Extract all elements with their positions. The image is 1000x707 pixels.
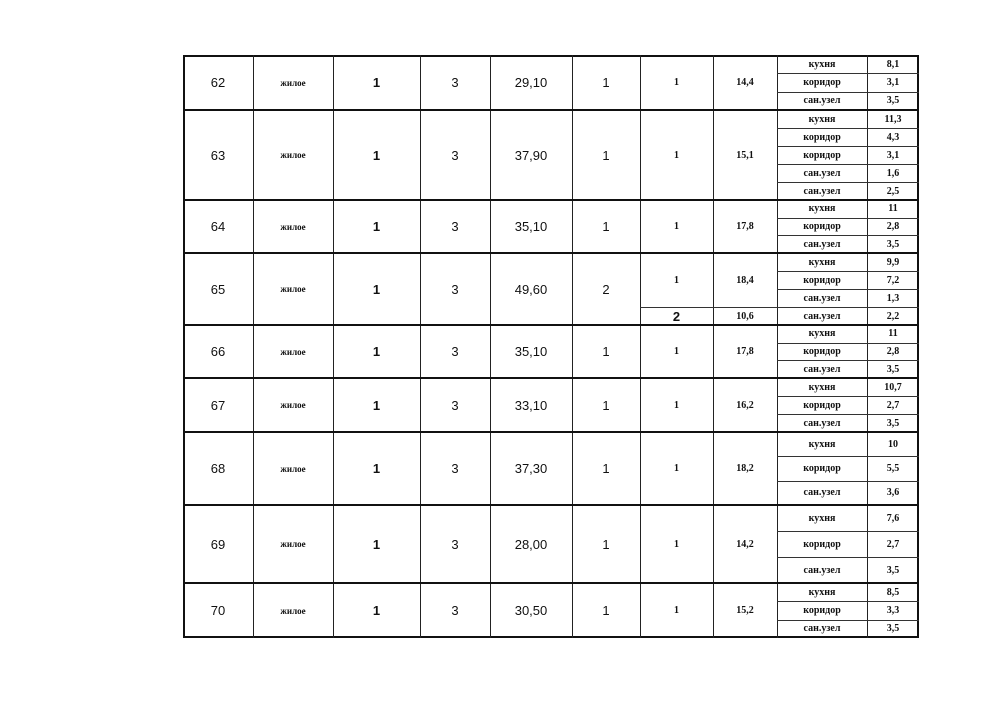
aux-room-area: 7,2 — [886, 274, 900, 286]
premises-type: жилое — [280, 463, 306, 474]
total-area: 33,10 — [514, 397, 548, 413]
aux-room-name: коридор — [803, 131, 841, 143]
aux-room-area: 11 — [888, 203, 898, 215]
aux-room-area: 2,5 — [886, 185, 900, 197]
aux-room-name: сан.узел — [803, 238, 841, 250]
block-value: 1 — [372, 219, 381, 234]
aux-room-name: кухня — [808, 586, 836, 598]
living-room-number: 1 — [674, 221, 679, 232]
premises-type: жилое — [280, 539, 306, 549]
premises-type: жилое — [280, 400, 306, 410]
aux-room-area: 7,6 — [886, 512, 900, 524]
apartment-number: 63 — [210, 147, 226, 163]
block-value: 1 — [372, 397, 381, 413]
apartment-number: 64 — [210, 219, 226, 234]
aux-room-area: 3,5 — [886, 417, 900, 429]
floor-value: 3 — [451, 75, 459, 90]
aux-room-name: сан.узел — [803, 185, 841, 197]
aux-room-area: 3,6 — [886, 487, 900, 499]
aux-room-name: коридор — [803, 604, 841, 616]
aux-room-name: коридор — [803, 399, 841, 411]
aux-room-area: 4,3 — [886, 131, 900, 143]
living-room-area: 17,8 — [736, 346, 754, 357]
aux-room-name: коридор — [803, 220, 841, 232]
total-area: 37,30 — [514, 461, 548, 476]
aux-room-name: коридор — [803, 149, 841, 161]
aux-room-name: кухня — [808, 58, 836, 70]
premises-type: жилое — [280, 346, 306, 357]
living-room-number: 1 — [674, 346, 679, 357]
rooms-count: 1 — [602, 344, 610, 359]
living-room-number: 1 — [674, 463, 679, 474]
aux-room-area: 10,7 — [884, 381, 902, 393]
apartment-number: 67 — [210, 397, 226, 413]
apartment-number: 70 — [210, 603, 226, 618]
block-value: 1 — [372, 75, 381, 90]
aux-room-name: коридор — [803, 462, 841, 474]
floor-value: 3 — [451, 397, 459, 413]
premises-type: жилое — [280, 284, 306, 294]
rooms-count: 1 — [602, 461, 610, 476]
aux-room-area: 2,7 — [886, 399, 900, 411]
living-room-area: 15,2 — [736, 605, 754, 616]
aux-room-area: 3,5 — [886, 95, 900, 107]
premises-type: жилое — [280, 77, 306, 88]
aux-room-area: 2,7 — [886, 538, 900, 550]
aux-room-name: сан.узел — [803, 564, 841, 576]
aux-room-area: 8,1 — [886, 58, 900, 70]
aux-room-area: 3,5 — [886, 363, 900, 375]
aux-room-area: 3,5 — [886, 238, 900, 250]
rooms-count: 1 — [602, 536, 610, 552]
aux-room-name: кухня — [808, 256, 836, 268]
total-area: 35,10 — [514, 344, 548, 359]
aux-room-area: 10 — [888, 438, 898, 450]
living-room-area: 18,4 — [736, 274, 754, 286]
living-room-number: 1 — [674, 399, 679, 411]
aux-room-name: сан.узел — [803, 623, 841, 635]
aux-room-area: 11,3 — [884, 113, 902, 125]
floor-value: 3 — [451, 344, 459, 359]
living-room-number: 1 — [674, 77, 679, 88]
aux-room-name: кухня — [808, 203, 836, 215]
aux-room-name: сан.узел — [803, 417, 841, 429]
aux-room-name: сан.узел — [803, 95, 841, 107]
living-room-area: 14,4 — [736, 77, 754, 88]
living-room-area: 16,2 — [736, 399, 754, 411]
rooms-count: 1 — [602, 219, 610, 234]
aux-room-name: сан.узел — [803, 310, 841, 322]
aux-room-area: 8,5 — [886, 586, 900, 598]
floor-value: 3 — [451, 536, 459, 552]
living-room-number: 2 — [672, 308, 681, 324]
aux-room-area: 3,1 — [886, 149, 900, 161]
living-room-area: 18,2 — [736, 463, 754, 474]
aux-room-name: кухня — [808, 328, 836, 340]
rooms-count: 1 — [602, 147, 610, 163]
aux-room-area: 1,3 — [886, 292, 900, 304]
living-room-area: 17,8 — [736, 221, 754, 232]
total-area: 37,90 — [514, 147, 548, 163]
aux-room-name: сан.узел — [803, 487, 841, 499]
rooms-count: 1 — [602, 75, 610, 90]
aux-room-name: кухня — [808, 113, 836, 125]
apartment-number: 66 — [210, 344, 226, 359]
aux-room-name: коридор — [803, 274, 841, 286]
aux-room-area: 11 — [888, 328, 898, 340]
living-room-number: 1 — [674, 538, 679, 550]
total-area: 28,00 — [514, 536, 548, 552]
rooms-count: 1 — [602, 603, 610, 618]
aux-room-area: 1,6 — [886, 167, 900, 179]
premises-type: жилое — [280, 605, 306, 616]
apartment-number: 68 — [210, 461, 226, 476]
total-area: 30,50 — [514, 603, 548, 618]
aux-room-area: 2,8 — [886, 220, 900, 232]
floor-value: 3 — [451, 147, 459, 163]
aux-room-area: 3,1 — [886, 76, 900, 88]
living-room-area: 15,1 — [736, 149, 754, 161]
aux-room-name: сан.узел — [803, 292, 841, 304]
aux-room-area: 3,3 — [886, 604, 900, 616]
rooms-count: 1 — [602, 397, 610, 413]
block-value: 1 — [372, 344, 381, 359]
aux-room-name: кухня — [808, 438, 836, 450]
floor-value: 3 — [451, 281, 459, 297]
total-area: 35,10 — [514, 219, 548, 234]
floor-value: 3 — [451, 603, 459, 618]
aux-room-area: 5,5 — [886, 462, 900, 474]
living-room-area: 14,2 — [736, 538, 754, 550]
aux-room-name: коридор — [803, 76, 841, 88]
floor-value: 3 — [451, 461, 459, 476]
aux-room-area: 3,5 — [886, 623, 900, 635]
apartment-number: 69 — [210, 536, 226, 552]
living-room-number: 1 — [674, 149, 679, 161]
aux-room-name: кухня — [808, 381, 836, 393]
apartment-table — [183, 55, 919, 638]
aux-room-area: 3,5 — [886, 564, 900, 576]
rooms-count: 2 — [602, 281, 610, 297]
premises-type: жилое — [280, 221, 306, 232]
aux-room-name: коридор — [803, 345, 841, 357]
aux-room-name: кухня — [808, 512, 836, 524]
aux-room-name: коридор — [803, 538, 841, 550]
aux-room-name: сан.узел — [803, 167, 841, 179]
apartment-number: 65 — [210, 281, 226, 297]
block-value: 1 — [372, 603, 381, 618]
block-value: 1 — [372, 147, 381, 163]
living-room-number: 1 — [674, 605, 679, 616]
aux-room-area: 2,2 — [886, 310, 900, 322]
floor-value: 3 — [451, 219, 459, 234]
apartment-number: 62 — [210, 75, 226, 90]
block-value: 1 — [372, 281, 381, 297]
total-area: 29,10 — [514, 75, 548, 90]
aux-room-area: 2,8 — [886, 345, 900, 357]
aux-room-area: 9,9 — [886, 256, 900, 268]
block-value: 1 — [372, 536, 381, 552]
premises-type: жилое — [280, 150, 306, 160]
living-room-area: 10,6 — [736, 310, 754, 322]
living-room-number: 1 — [674, 274, 679, 286]
total-area: 49,60 — [514, 281, 548, 297]
block-value: 1 — [372, 461, 381, 476]
aux-room-name: сан.узел — [803, 363, 841, 375]
